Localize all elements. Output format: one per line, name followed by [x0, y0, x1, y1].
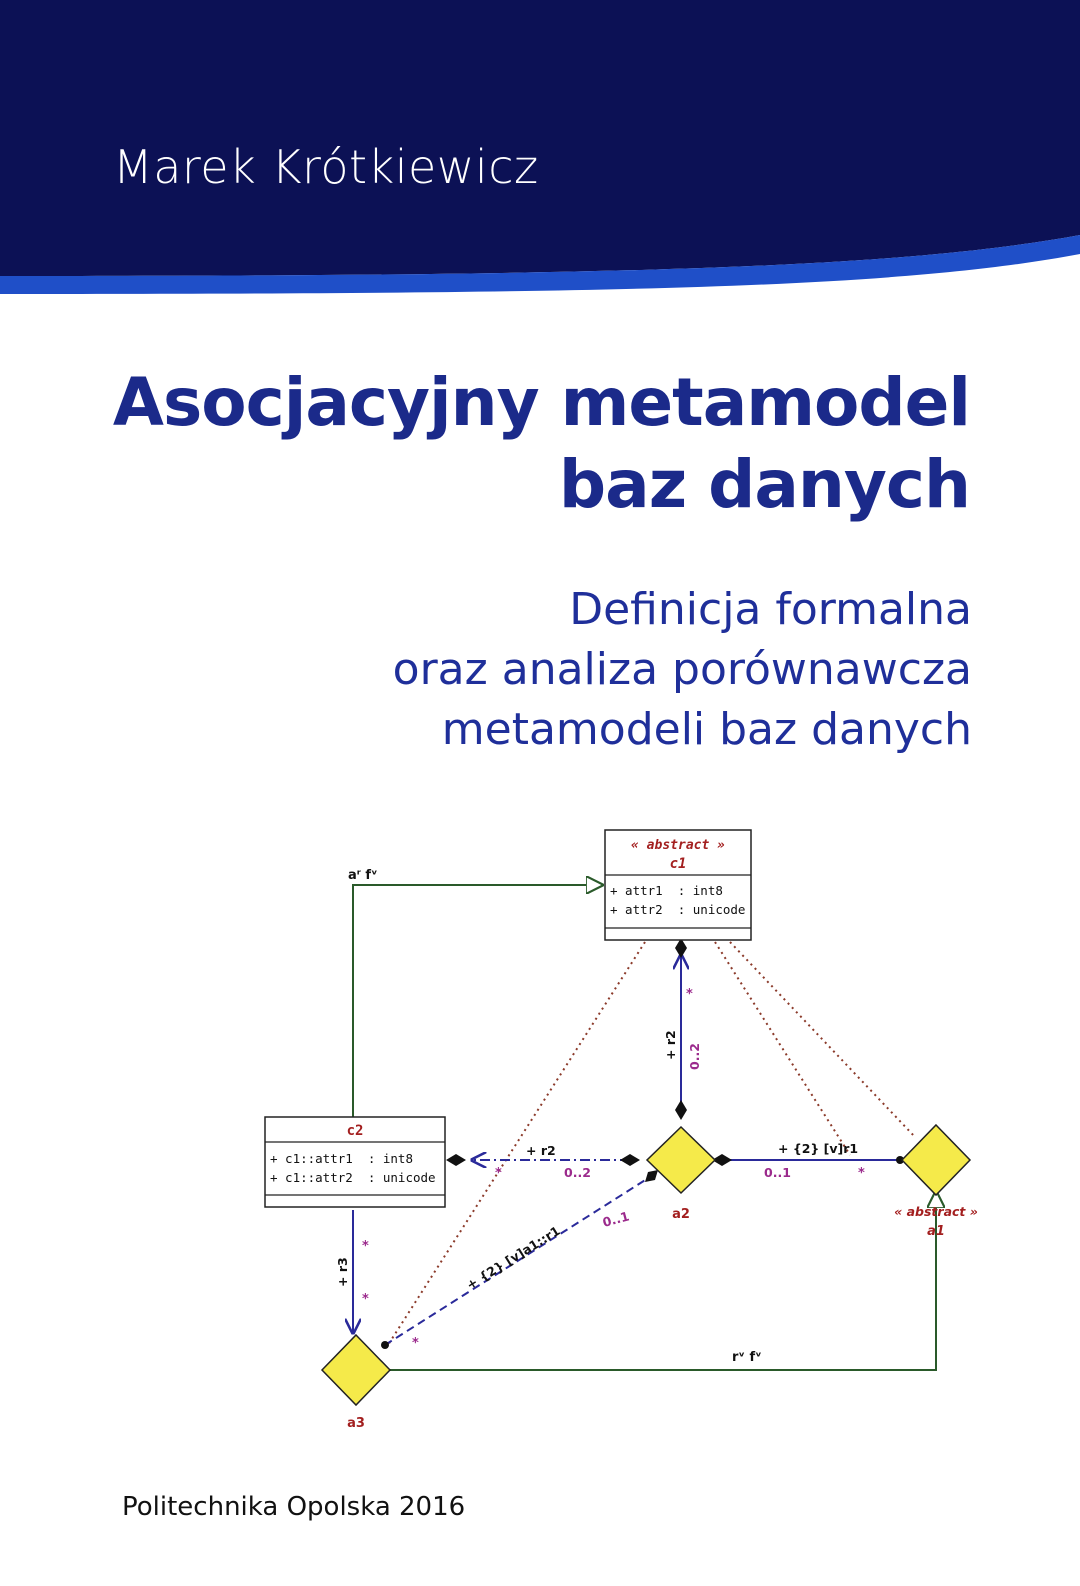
association-a3-diamond [322, 1335, 390, 1405]
association-a1-stereotype: « abstract » [894, 1204, 978, 1219]
metamodel-diagram [250, 825, 990, 1445]
mult-a1-star: * [858, 1166, 865, 1181]
subtitle-line-2: oraz analiza porównawcza [392, 644, 972, 695]
subtitle-line-1: Definicja formalna [569, 584, 972, 635]
label-ar-fv: aʳ fᵛ [348, 868, 378, 883]
association-end-dot-a3 [381, 1341, 389, 1349]
book-subtitle [72, 580, 972, 760]
label-rv-fv: rᵛ fᵛ [732, 1350, 762, 1365]
author-name: Marek Krótkiewicz [113, 140, 539, 194]
mult-c2-0-2: 0..2 [564, 1165, 591, 1180]
association-a2-name: a2 [672, 1207, 690, 1222]
label-r1-virtual: + {2} [v]r1 [778, 1141, 859, 1156]
class-c1-attr2: + attr2 : unicode [610, 902, 746, 917]
association-a3-name: a3 [347, 1416, 365, 1431]
mult-c1-0-2: 0..2 [687, 1043, 702, 1070]
mult-a3-star-dashed: * [412, 1336, 419, 1351]
mult-r3-star-top: * [362, 1239, 369, 1254]
association-a1-name: a1 [927, 1224, 945, 1239]
mult-c1-star: * [686, 987, 693, 1002]
book-title [70, 362, 970, 526]
class-c1-attr1: + attr1 : int8 [610, 883, 723, 898]
label-r2-horizontal: + r2 [526, 1143, 556, 1158]
class-c1 [605, 830, 751, 940]
title-line-2: baz danych [558, 446, 970, 523]
dotted-link-c1-a1-outer [730, 942, 915, 1137]
composition-diamond-a2-top [675, 1100, 687, 1120]
publisher-line: Politechnika Opolska 2016 [122, 1492, 466, 1522]
title-line-1: Asocjacyjny metamodel [112, 364, 970, 441]
class-c2 [265, 1117, 445, 1207]
subtitle-line-3: metamodeli baz danych [441, 704, 972, 755]
composition-diamond-c2 [446, 1154, 466, 1166]
composition-diamond-a2-bottom [645, 1170, 658, 1182]
label-r3: + r3 [335, 1257, 350, 1287]
mult-r3-star-bottom: * [362, 1292, 369, 1307]
generalization-c2-c1 [353, 885, 602, 1117]
class-c1-name: c1 [669, 856, 687, 872]
class-c2-name: c2 [346, 1123, 364, 1139]
mult-a1-0-1: 0..1 [764, 1165, 791, 1180]
mult-a2-0-1: 0..1 [600, 1208, 631, 1230]
label-r2-vertical: + r2 [663, 1030, 678, 1060]
class-c1-stereotype: « abstract » [631, 838, 725, 853]
association-a2-diamond [647, 1127, 715, 1193]
composition-diamond-c1 [675, 938, 687, 958]
class-c2-attr2: + c1::attr2 : unicode [270, 1170, 436, 1185]
mult-c2-star: * [495, 1166, 502, 1181]
class-c2-attr1: + c1::attr1 : int8 [270, 1151, 413, 1166]
composition-diamond-a2-left [620, 1154, 640, 1166]
label-a1-r1-virtual: + {2} [v]a1::r1 [463, 1222, 563, 1293]
